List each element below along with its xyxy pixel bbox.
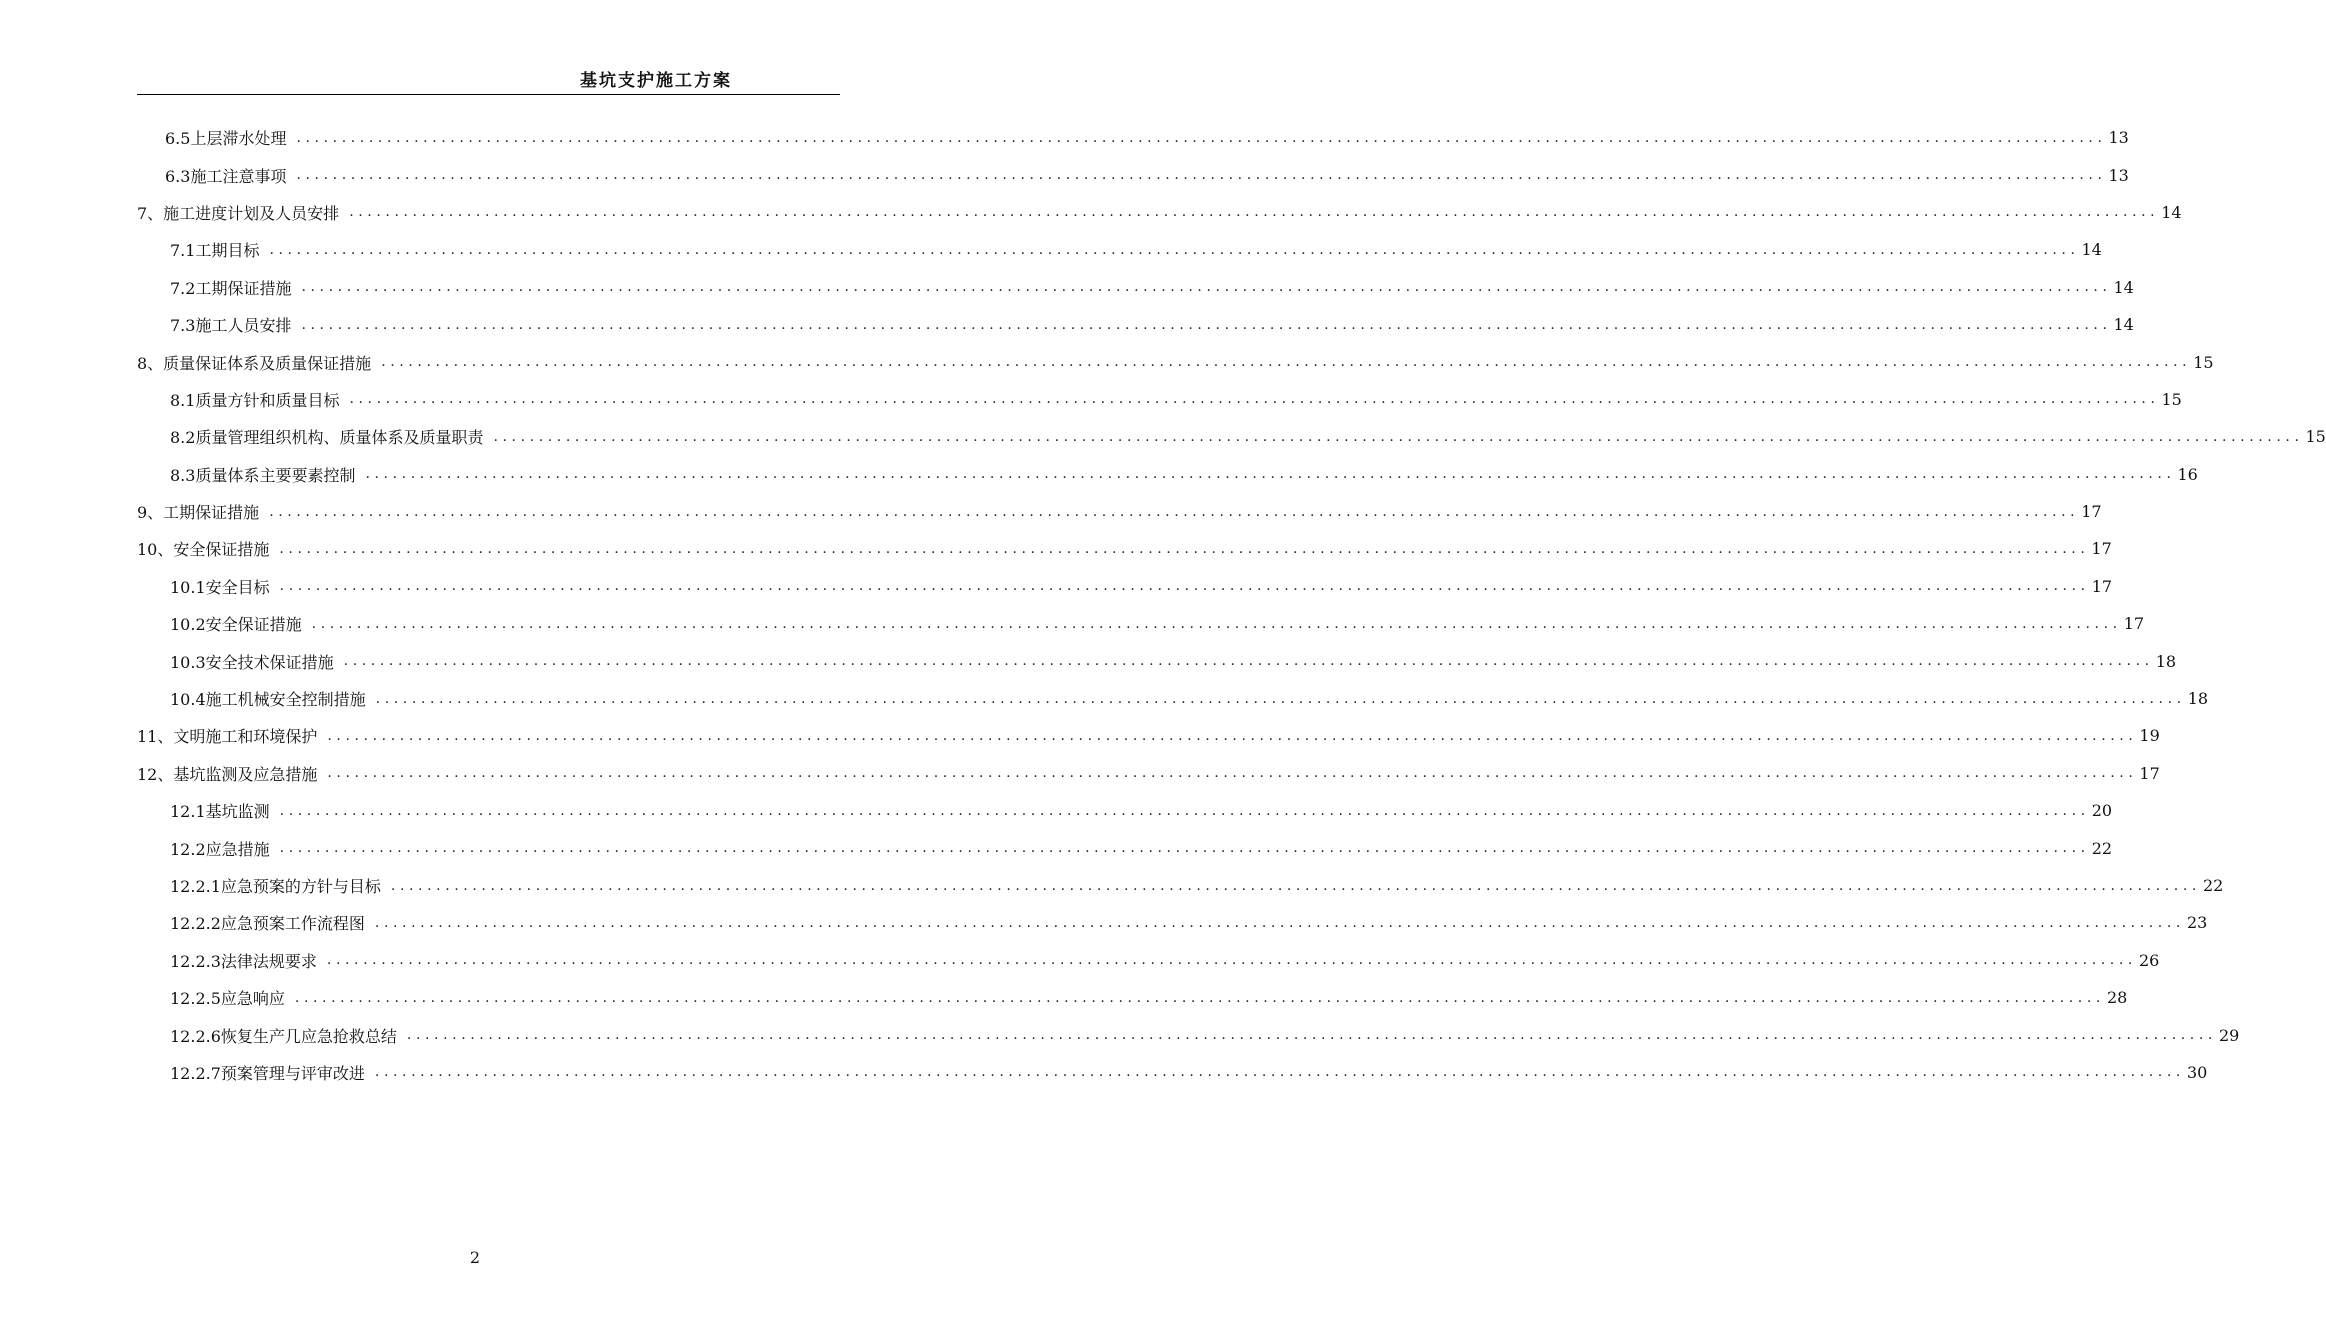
toc-leader-dots: ........................................................................................................................................................................................................ [365, 466, 2176, 483]
toc-entry[interactable] [0, 231, 2102, 268]
toc-entry[interactable] [0, 1016, 2240, 1053]
toc-entry-label: 6.3施工注意事项 [165, 166, 287, 186]
toc-entry-page: 26 [2138, 950, 2160, 970]
toc-entry-label: 7.2工期保证措施 [170, 278, 292, 298]
toc-leader-dots: ........................................................................................................................................................................................................ [296, 167, 2107, 184]
toc-entry-page: 15 [2193, 352, 2214, 372]
toc-entry-page: 17 [2123, 614, 2145, 634]
toc-entry[interactable] [0, 343, 2214, 380]
toc-entry-page: 15 [2305, 427, 2326, 447]
toc-entry-label: 12.2.2应急预案工作流程图 [170, 914, 365, 934]
table-of-contents [0, 119, 2326, 1091]
toc-leader-dots: ........................................................................................................................................................................................................ [327, 765, 2138, 782]
toc-leader-dots: ........................................................................................................................................................................................................ [349, 391, 2160, 408]
toc-entry[interactable] [0, 156, 2129, 193]
toc-entry-page: 13 [2108, 128, 2129, 148]
toc-entry[interactable] [0, 381, 2182, 418]
toc-entry-page: 23 [2186, 913, 2208, 933]
toc-entry[interactable] [0, 717, 2160, 754]
toc-entry-page: 20 [2091, 801, 2113, 821]
toc-entry-page: 15 [2161, 389, 2182, 409]
toc-entry[interactable] [0, 119, 2129, 156]
toc-leader-dots: ........................................................................................................................................................................................................ [406, 1027, 2217, 1044]
toc-leader-dots: ........................................................................................................................................................................................................ [301, 279, 2112, 296]
toc-entry-label: 10.3安全技术保证措施 [170, 652, 334, 672]
toc-leader-dots: ........................................................................................................................................................................................................ [269, 503, 2080, 520]
toc-entry-label: 6.5上层滞水处理 [165, 129, 287, 149]
toc-leader-dots: ........................................................................................................................................................................................................ [296, 129, 2107, 146]
toc-entry-label: 10.2安全保证措施 [170, 615, 302, 635]
toc-entry-page: 17 [2091, 539, 2112, 559]
toc-leader-dots: ........................................................................................................................................................................................................ [294, 989, 2105, 1006]
toc-entry-page: 13 [2108, 165, 2129, 185]
toc-leader-dots: ........................................................................................................................................................................................................ [279, 578, 2090, 595]
toc-entry[interactable] [0, 418, 2326, 455]
toc-entry-page: 17 [2139, 763, 2160, 783]
toc-entry[interactable] [0, 269, 2134, 306]
toc-entry[interactable] [0, 942, 2160, 979]
toc-leader-dots: ........................................................................................................................................................................................................ [279, 802, 2090, 819]
toc-entry-page: 29 [2218, 1025, 2240, 1045]
toc-leader-dots: ........................................................................................................................................................................................................ [390, 877, 2201, 894]
toc-entry-label: 8.3质量体系主要要素控制 [170, 465, 356, 485]
toc-entry-label: 12.2.3法律法规要求 [170, 951, 317, 971]
toc-entry[interactable] [0, 456, 2198, 493]
toc-entry-label: 12.2.5应急响应 [170, 989, 285, 1009]
toc-leader-dots: ........................................................................................................................................................................................................ [493, 428, 2304, 445]
toc-entry-label: 12.2.7预案管理与评审改进 [170, 1063, 365, 1083]
toc-entry-label: 12.1基坑监测 [170, 802, 270, 822]
toc-entry-label: 8.2质量管理组织机构、质量体系及质量职责 [170, 428, 484, 448]
toc-leader-dots: ........................................................................................................................................................................................................ [327, 727, 2138, 744]
toc-entry-label: 9、工期保证措施 [137, 503, 260, 523]
toc-entry-label: 7.3施工人员安排 [170, 316, 292, 336]
toc-entry[interactable] [0, 642, 2177, 679]
toc-entry-label: 12、基坑监测及应急措施 [137, 764, 318, 784]
toc-entry-label: 10、安全保证措施 [137, 540, 270, 560]
toc-entry-page: 14 [2161, 202, 2182, 222]
toc-entry[interactable] [0, 605, 2145, 642]
toc-entry-page: 22 [2091, 838, 2113, 858]
toc-entry-label: 8.1质量方针和质量目标 [170, 390, 340, 410]
toc-entry[interactable] [0, 530, 2112, 567]
toc-entry[interactable] [0, 306, 2134, 343]
toc-leader-dots: ........................................................................................................................................................................................................ [349, 204, 2160, 221]
toc-entry-page: 14 [2113, 315, 2134, 335]
toc-entry[interactable] [0, 979, 2128, 1016]
toc-entry[interactable] [0, 680, 2209, 717]
toc-leader-dots: ........................................................................................................................................................................................................ [343, 653, 2154, 670]
header-divider [137, 94, 840, 95]
toc-entry-page: 28 [2106, 988, 2128, 1008]
toc-entry-label: 7.1工期目标 [170, 241, 260, 261]
toc-entry-page: 18 [2187, 689, 2209, 709]
toc-entry[interactable] [0, 755, 2160, 792]
toc-entry-page: 16 [2177, 464, 2198, 484]
toc-leader-dots: ........................................................................................................................................................................................................ [311, 615, 2122, 632]
page-number: 2 [469, 1248, 481, 1267]
toc-leader-dots: ........................................................................................................................................................................................................ [279, 540, 2090, 557]
toc-entry-page: 17 [2081, 502, 2102, 522]
toc-entry-label: 11、文明施工和环境保护 [137, 727, 318, 747]
toc-leader-dots: ........................................................................................................................................................................................................ [326, 952, 2137, 969]
toc-entry[interactable] [0, 194, 2182, 231]
toc-entry-label: 12.2.6恢复生产几应急抢救总结 [170, 1026, 397, 1046]
toc-leader-dots: ........................................................................................................................................................................................................ [269, 241, 2080, 258]
toc-leader-dots: ........................................................................................................................................................................................................ [279, 840, 2090, 857]
toc-entry-page: 30 [2186, 1062, 2208, 1082]
toc-leader-dots: ........................................................................................................................................................................................................ [381, 354, 2192, 371]
toc-leader-dots: ........................................................................................................................................................................................................ [375, 690, 2186, 707]
toc-entry[interactable] [0, 493, 2102, 530]
toc-entry[interactable] [0, 829, 2113, 866]
toc-entry-label: 8、质量保证体系及质量保证措施 [137, 353, 372, 373]
toc-entry[interactable] [0, 792, 2113, 829]
toc-entry[interactable] [0, 867, 2224, 904]
toc-entry-label: 7、施工进度计划及人员安排 [137, 203, 340, 223]
toc-entry-page: 19 [2139, 726, 2160, 746]
toc-entry-label: 10.1安全目标 [170, 577, 270, 597]
toc-entry-page: 18 [2155, 651, 2177, 671]
toc-entry-label: 12.2应急措施 [170, 839, 270, 859]
toc-leader-dots: ........................................................................................................................................................................................................ [374, 914, 2185, 931]
toc-entry-page: 22 [2202, 876, 2224, 895]
toc-entry[interactable] [0, 904, 2208, 941]
toc-leader-dots: ........................................................................................................................................................................................................ [301, 316, 2112, 333]
toc-entry-page: 14 [2113, 277, 2134, 297]
toc-entry-page: 14 [2081, 240, 2102, 260]
toc-entry-label: 12.2.1应急预案的方针与目标 [170, 877, 381, 896]
document-header-title: 基坑支护施工方案 [580, 71, 732, 91]
toc-entry[interactable] [0, 1054, 2208, 1091]
toc-entry-page: 17 [2091, 576, 2113, 596]
toc-entry-label: 10.4施工机械安全控制措施 [170, 690, 366, 710]
toc-leader-dots: ........................................................................................................................................................................................................ [374, 1064, 2185, 1081]
toc-entry[interactable] [0, 568, 2113, 605]
